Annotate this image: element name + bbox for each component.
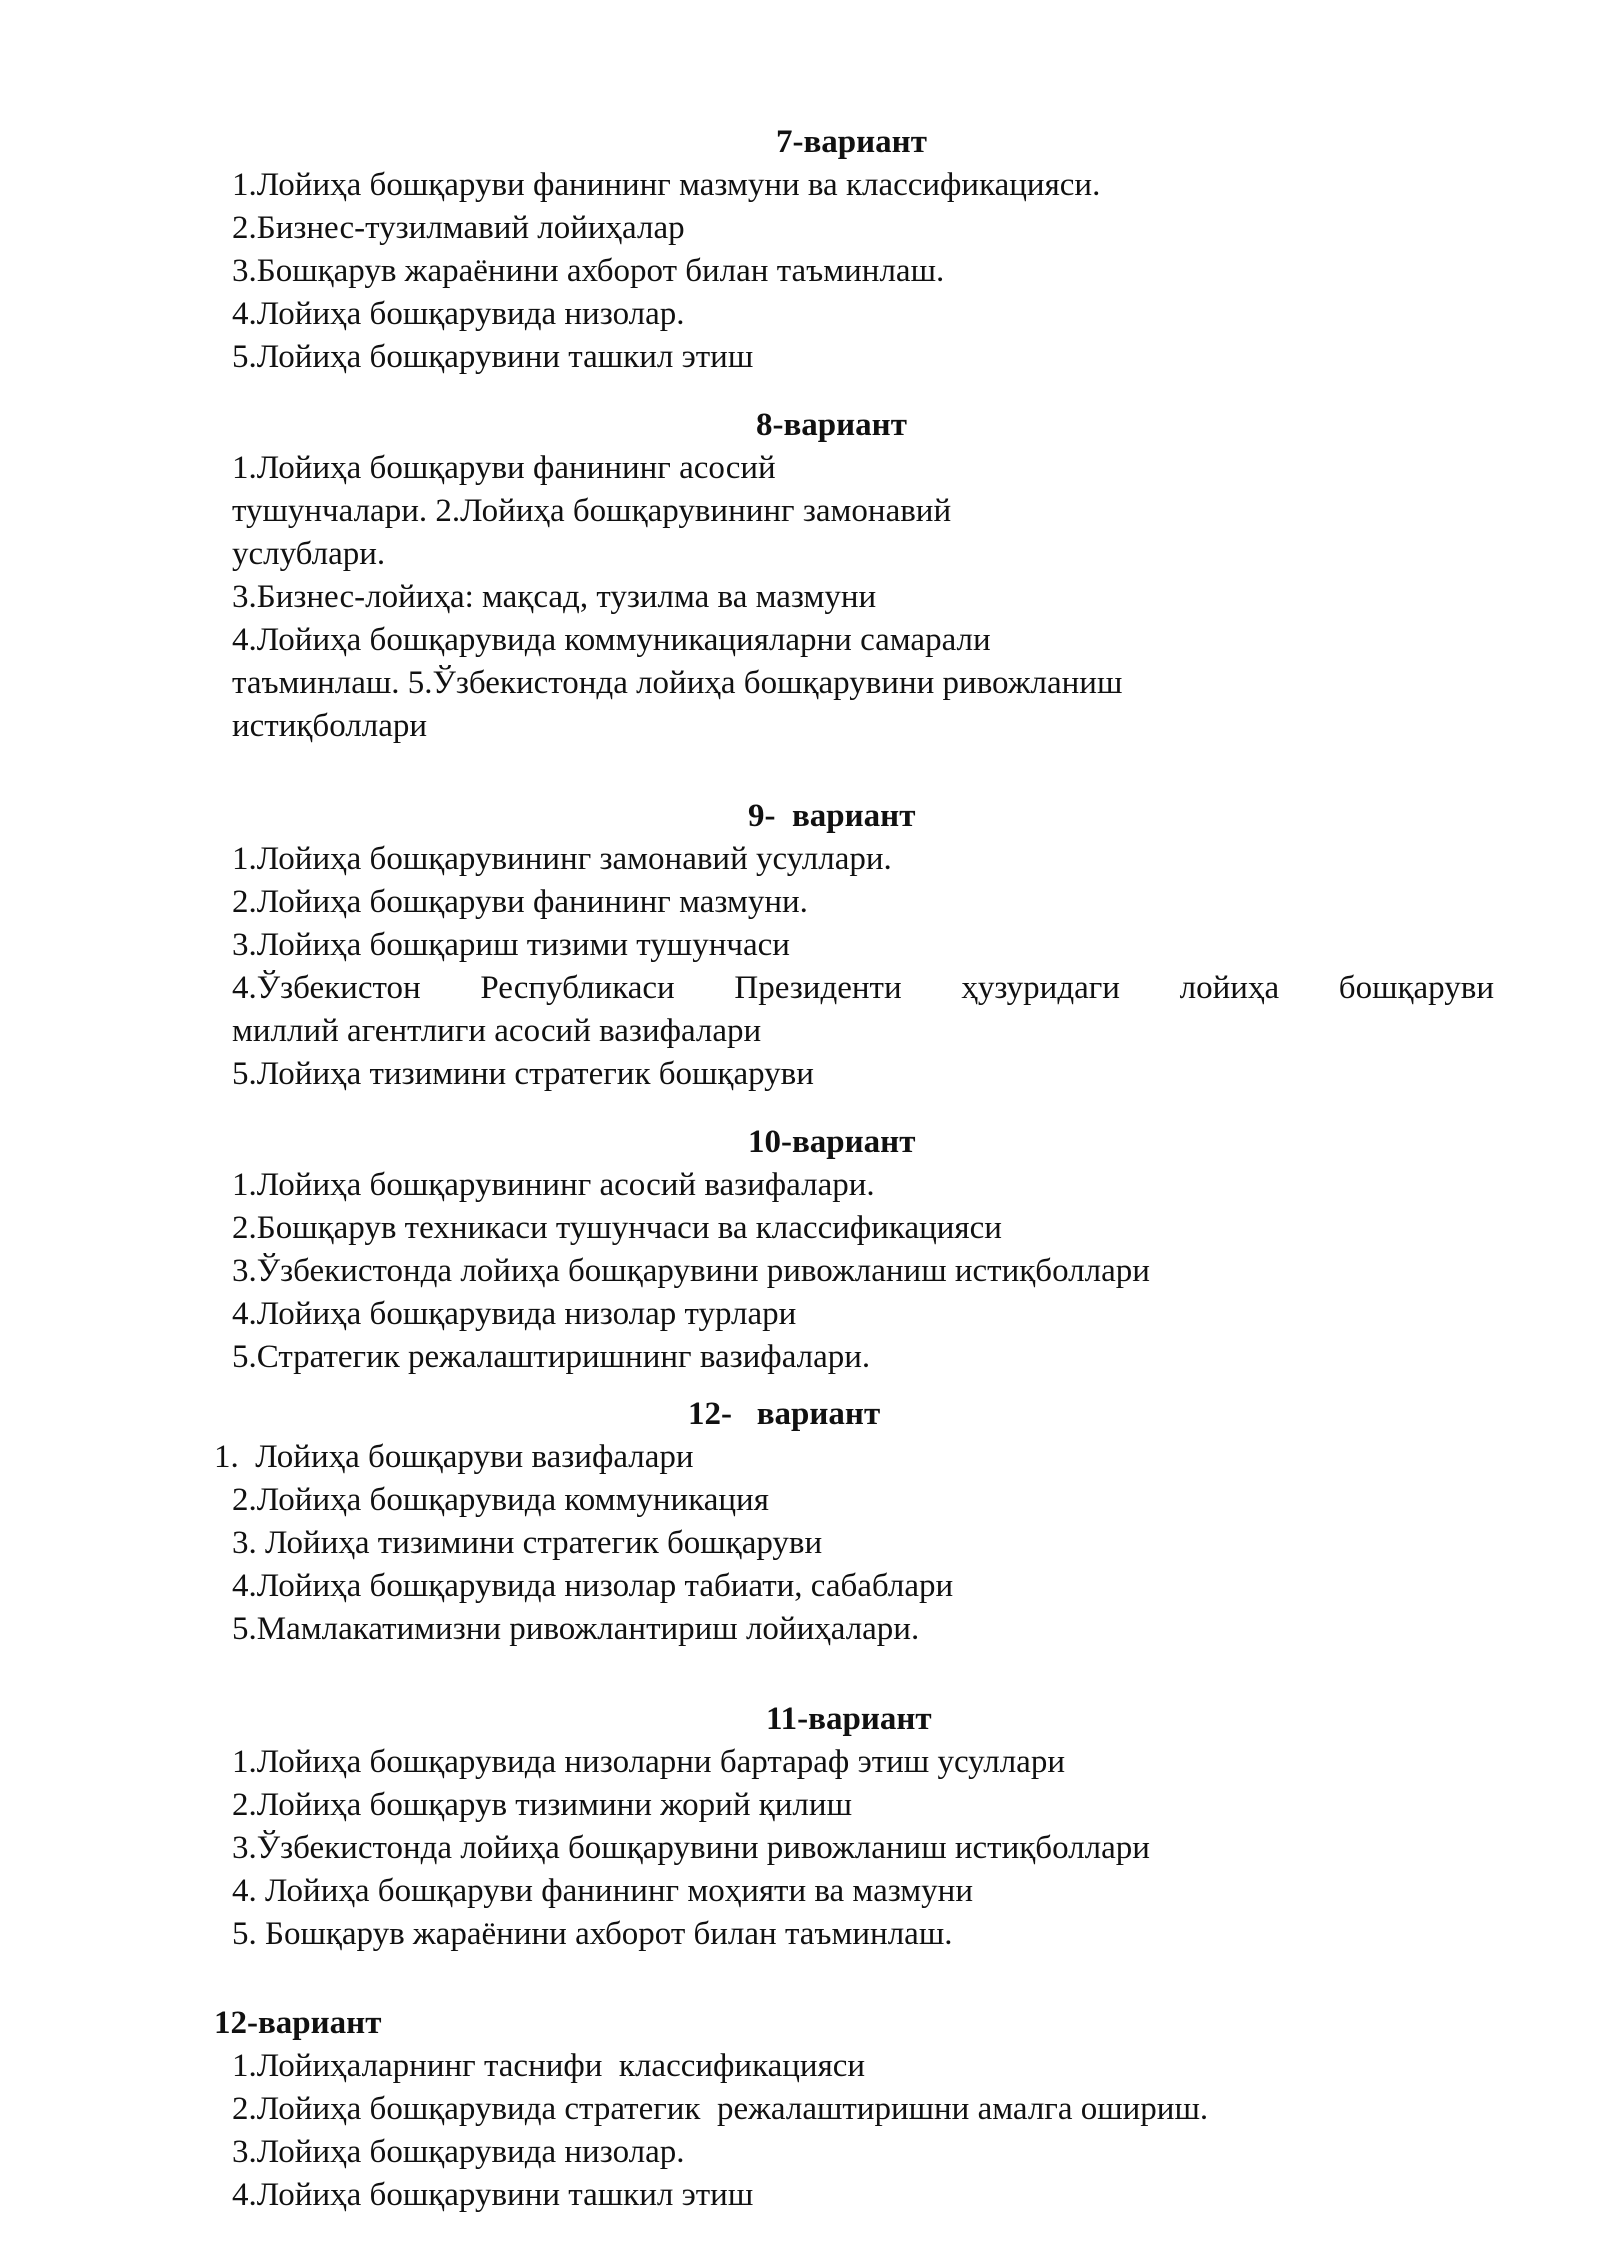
list-item: миллий агентлиги асосий вазифалари [232, 1013, 762, 1049]
section-heading: 12- вариант [688, 1396, 881, 1432]
section-heading: 10-вариант [748, 1124, 916, 1160]
list-item: 1.Лойиҳа бошқарувининг замонавий усуллари. [232, 841, 892, 877]
list-item: 1.Лойиҳаларнинг таснифи классификацияси [232, 2048, 866, 2084]
section-heading: 12-вариант [214, 2005, 382, 2041]
list-item: истиқболлари [232, 708, 428, 744]
list-item: 1.Лойиҳа бошқарувининг асосий вазифалари. [232, 1167, 875, 1203]
section-heading: 11-вариант [766, 1701, 932, 1737]
list-item: 3.Ўзбекистонда лойиҳа бошқарувини ривожланиш истиқболлари [232, 1253, 1150, 1289]
list-item: 1.Лойиҳа бошқаруви фанининг мазмуни ва классификацияси. [232, 167, 1101, 203]
list-item: 5. Бошқарув жараёнини ахборот билан таъминлаш. [232, 1916, 953, 1952]
list-item: 3. Лойиҳа тизимини стратегик бошқаруви [232, 1525, 823, 1561]
list-item: 5.Лойиҳа тизимини стратегик бошқаруви [232, 1056, 814, 1092]
list-item: 3.Лойиҳа бошқарувида низолар. [232, 2134, 685, 2170]
list-item: 5.Стратегик режалаштиришнинг вазифалари. [232, 1339, 871, 1375]
list-item: тушунчалари. 2.Лойиҳа бошқарувининг замонавий [232, 493, 952, 529]
list-item: 2.Лойиҳа бошқаруви фанининг мазмуни. [232, 884, 808, 920]
list-item: 2.Бошқарув техникаси тушунчаси ва классификацияси [232, 1210, 1002, 1246]
list-item: 4.Лойиҳа бошқарувида коммуникацияларни самарали [232, 622, 991, 658]
list-item: 3.Ўзбекистонда лойиҳа бошқарувини ривожланиш истиқболлари [232, 1830, 1150, 1866]
list-item: 3.Бошқарув жараёнини ахборот билан таъминлаш. [232, 253, 945, 289]
list-item: 3.Лойиҳа бошқариш тизими тушунчаси [232, 927, 790, 963]
list-item: 1. Лойиҳа бошқаруви вазифалари [214, 1439, 694, 1475]
list-item: 4.Лойиҳа бошқарувида низолар турлари [232, 1296, 797, 1332]
section-heading: 9- вариант [748, 798, 916, 834]
list-item: 3.Бизнес-лойиҳа: мақсад, тузилма ва мазмуни [232, 579, 877, 615]
list-item: 4.Лойиҳа бошқарувида низолар табиати, сабаблари [232, 1568, 954, 1604]
list-item: услублари. [232, 536, 386, 572]
list-item: таъминлаш. 5.Ўзбекистонда лойиҳа бошқарувини ривожланиш [232, 665, 1123, 701]
list-item: 4.Лойиҳа бошқарувида низолар. [232, 296, 685, 332]
section-heading: 8-вариант [756, 407, 907, 443]
list-item: 2.Лойиҳа бошқарувида стратегик режалаштиришни амалга ошириш. [232, 2091, 1209, 2127]
list-item: 1.Лойиҳа бошқаруви фанининг асосий [232, 450, 776, 486]
list-item: 5.Мамлакатимизни ривожлантириш лойиҳалари. [232, 1611, 920, 1647]
list-item: 2.Лойиҳа бошқарувида коммуникация [232, 1482, 769, 1518]
list-item: 2.Лойиҳа бошқарув тизимини жорий қилиш [232, 1787, 852, 1823]
list-item: 2.Бизнес-тузилмавий лойиҳалар [232, 210, 685, 246]
section-heading: 7-вариант [776, 124, 927, 160]
list-item: 1.Лойиҳа бошқарувида низоларни бартараф этиш усуллари [232, 1744, 1065, 1780]
list-item: 4. Лойиҳа бошқаруви фанининг моҳияти ва мазмуни [232, 1873, 974, 1909]
list-item: 4.Ўзбекистон Республикаси Президенти ҳузуридаги лойиҳа бошқаруви [232, 970, 1494, 1006]
list-item: 5.Лойиҳа бошқарувини ташкил этиш [232, 339, 754, 375]
list-item: 4.Лойиҳа бошқарувини ташкил этиш [232, 2177, 754, 2213]
